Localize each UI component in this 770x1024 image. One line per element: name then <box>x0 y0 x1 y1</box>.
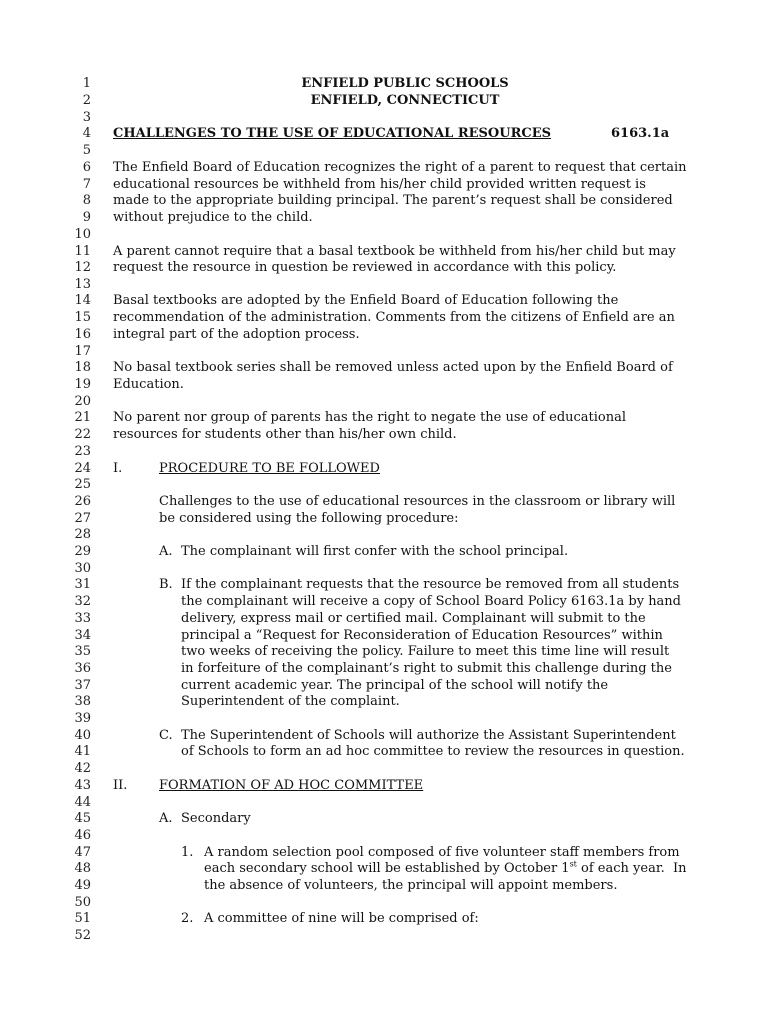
line-number: 21 <box>74 410 91 425</box>
line-number: 36 <box>74 661 91 676</box>
paragraph-text: resources for students other than his/her own child. <box>113 427 457 442</box>
doc-line <box>0 343 770 360</box>
doc-line <box>0 376 770 393</box>
line-number: 33 <box>74 611 91 626</box>
line-number: 7 <box>82 177 91 192</box>
list-item-text: of Schools to form an ad hoc committee to review the resources in question. <box>181 744 685 759</box>
doc-line <box>0 727 770 744</box>
line-number: 52 <box>74 928 91 943</box>
paragraph-text: The Enfield Board of Education recognizes the right of a parent to request that certain <box>113 160 687 175</box>
line-number: 32 <box>74 594 91 609</box>
list-marker: A. <box>159 544 173 559</box>
line-number: 12 <box>74 260 91 275</box>
section-intro: be considered using the following procedure: <box>159 511 459 526</box>
doc-line <box>0 259 770 276</box>
doc-line <box>0 910 770 927</box>
doc-line <box>0 693 770 710</box>
line-number: 46 <box>74 828 91 843</box>
doc-line <box>0 643 770 660</box>
paragraph-text: made to the appropriate building principal. The parent’s request shall be considered <box>113 193 673 208</box>
section-heading: PROCEDURE TO BE FOLLOWED <box>159 461 380 476</box>
line-number: 9 <box>82 210 91 225</box>
line-number: 27 <box>74 511 91 526</box>
line-number: 45 <box>74 811 91 826</box>
doc-line <box>0 192 770 209</box>
doc-line <box>0 209 770 226</box>
list-item-text: the absence of volunteers, the principal will appoint members. <box>204 878 618 893</box>
line-number: 35 <box>74 644 91 659</box>
ordinal-suffix: st <box>569 859 577 869</box>
list-marker: C. <box>159 728 173 743</box>
line-number: 4 <box>82 126 91 141</box>
paragraph-text: integral part of the adoption process. <box>113 327 360 342</box>
doc-line <box>0 526 770 543</box>
line-number: 49 <box>74 878 91 893</box>
line-number: 25 <box>74 477 91 492</box>
list-item-text: A committee of nine will be comprised of: <box>204 911 479 926</box>
line-number: 29 <box>74 544 91 559</box>
doc-line <box>0 276 770 293</box>
line-number: 39 <box>74 711 91 726</box>
line-number: 14 <box>74 293 91 308</box>
line-number: 47 <box>74 845 91 860</box>
doc-line <box>0 92 770 109</box>
paragraph-text: educational resources be withheld from his/her child provided written request is <box>113 177 646 192</box>
list-marker: B. <box>159 577 173 592</box>
list-item-text-part: of each year. In <box>576 861 687 876</box>
doc-line <box>0 326 770 343</box>
doc-line <box>0 409 770 426</box>
line-number: 30 <box>74 561 91 576</box>
doc-line <box>0 125 770 142</box>
section-numeral: II. <box>113 778 128 793</box>
line-number: 17 <box>74 344 91 359</box>
line-number: 19 <box>74 377 91 392</box>
doc-line <box>0 543 770 560</box>
line-number: 34 <box>74 628 91 643</box>
line-number: 23 <box>74 444 91 459</box>
policy-number: 6163.1a <box>611 126 670 141</box>
doc-line <box>0 493 770 510</box>
line-number: 18 <box>74 360 91 375</box>
line-number: 44 <box>74 795 91 810</box>
doc-line <box>0 576 770 593</box>
line-number: 51 <box>74 911 91 926</box>
doc-line <box>0 927 770 944</box>
doc-line <box>0 159 770 176</box>
line-number: 38 <box>74 694 91 709</box>
list-item-text: two weeks of receiving the policy. Failure to meet this time line will result <box>181 644 670 659</box>
line-number: 15 <box>74 310 91 325</box>
line-number: 2 <box>82 93 91 108</box>
district-location: ENFIELD, CONNECTICUT <box>310 93 500 108</box>
line-number: 20 <box>74 394 91 409</box>
line-number: 42 <box>74 761 91 776</box>
line-number: 31 <box>74 577 91 592</box>
line-number: 3 <box>82 110 91 125</box>
line-number: 37 <box>74 678 91 693</box>
line-number: 48 <box>74 861 91 876</box>
list-item-text: current academic year. The principal of the school will notify the <box>181 678 609 693</box>
paragraph-text: A parent cannot require that a basal textbook be withheld from his/her child but may <box>113 244 676 259</box>
line-number: 5 <box>82 143 91 158</box>
doc-line <box>0 627 770 644</box>
doc-line <box>0 443 770 460</box>
doc-line <box>0 460 770 477</box>
list-item-text <box>204 860 687 877</box>
line-number: 28 <box>74 527 91 542</box>
line-number: 10 <box>74 227 91 242</box>
doc-line <box>0 359 770 376</box>
doc-line <box>0 827 770 844</box>
doc-line <box>0 292 770 309</box>
doc-line <box>0 393 770 410</box>
line-number: 26 <box>74 494 91 509</box>
line-number: 50 <box>74 895 91 910</box>
doc-line <box>0 176 770 193</box>
doc-line <box>0 142 770 159</box>
doc-line <box>0 109 770 126</box>
line-number: 22 <box>74 427 91 442</box>
list-marker: A. <box>159 811 173 826</box>
paragraph-text: No basal textbook series shall be removed unless acted upon by the Enfield Board of <box>113 360 673 375</box>
section-heading: FORMATION OF AD HOC COMMITTEE <box>159 778 424 793</box>
doc-line <box>0 560 770 577</box>
list-item-text: delivery, express mail or certified mail. Complainant will submit to the <box>181 611 646 626</box>
doc-line <box>0 894 770 911</box>
doc-line <box>0 860 770 877</box>
list-item-text-part: each secondary school will be established by October 1 <box>204 861 570 876</box>
line-number: 43 <box>74 778 91 793</box>
list-item-text: the complainant will receive a copy of School Board Policy 6163.1a by hand <box>181 594 682 609</box>
line-number: 41 <box>74 744 91 759</box>
doc-line <box>0 75 770 92</box>
doc-line <box>0 426 770 443</box>
doc-line <box>0 610 770 627</box>
doc-line <box>0 844 770 861</box>
list-item-text: A random selection pool composed of five volunteer staff members from <box>204 845 680 860</box>
line-number: 13 <box>74 277 91 292</box>
paragraph-text: request the resource in question be reviewed in accordance with this policy. <box>113 260 617 275</box>
line-number: 6 <box>82 160 91 175</box>
doc-line <box>0 743 770 760</box>
paragraph-text: without prejudice to the child. <box>113 210 313 225</box>
doc-line <box>0 510 770 527</box>
line-number: 16 <box>74 327 91 342</box>
doc-line <box>0 760 770 777</box>
list-marker: 2. <box>181 911 194 926</box>
section-numeral: I. <box>113 461 123 476</box>
subsection-label: Secondary <box>181 811 251 826</box>
doc-line <box>0 476 770 493</box>
list-item-text: in forfeiture of the complainant’s right to submit this challenge during the <box>181 661 672 676</box>
doc-line <box>0 309 770 326</box>
section-intro: Challenges to the use of educational resources in the classroom or library will <box>159 494 676 509</box>
list-item-text: The complainant will first confer with the school principal. <box>181 544 569 559</box>
line-number: 40 <box>74 728 91 743</box>
district-name: ENFIELD PUBLIC SCHOOLS <box>301 76 509 91</box>
line-number: 8 <box>82 193 91 208</box>
list-item-text: Superintendent of the complaint. <box>181 694 400 709</box>
paragraph-text: Basal textbooks are adopted by the Enfield Board of Education following the <box>113 293 619 308</box>
doc-line <box>0 593 770 610</box>
doc-line <box>0 810 770 827</box>
paragraph-text: Education. <box>113 377 184 392</box>
paragraph-text: No parent nor group of parents has the right to negate the use of educational <box>113 410 627 425</box>
paragraph-text: recommendation of the administration. Comments from the citizens of Enfield are an <box>113 310 675 325</box>
policy-title: CHALLENGES TO THE USE OF EDUCATIONAL RESOURCES <box>113 126 552 141</box>
doc-line <box>0 777 770 794</box>
list-item-text: The Superintendent of Schools will authorize the Assistant Superintendent <box>181 728 676 743</box>
doc-line <box>0 710 770 727</box>
doc-line <box>0 226 770 243</box>
doc-line <box>0 794 770 811</box>
list-item-text: If the complainant requests that the resource be removed from all students <box>181 577 680 592</box>
line-number: 11 <box>74 244 91 259</box>
doc-line <box>0 877 770 894</box>
line-number: 24 <box>74 461 91 476</box>
list-item-text: principal a “Request for Reconsideration of Education Resources” within <box>181 628 663 643</box>
doc-line <box>0 677 770 694</box>
list-marker: 1. <box>181 845 194 860</box>
line-number: 1 <box>82 76 91 91</box>
doc-line <box>0 243 770 260</box>
doc-line <box>0 660 770 677</box>
